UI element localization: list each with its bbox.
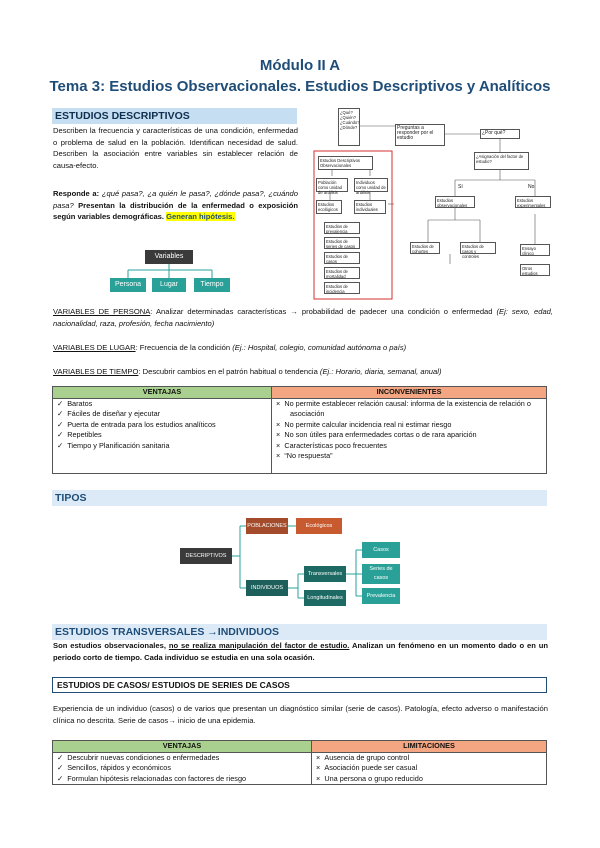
cross-icon: × [276, 419, 281, 429]
table1-head-inconvenientes: INCONVENIENTES [272, 387, 547, 399]
flow-si-label: Sí [458, 184, 463, 190]
section-heading-casos: ESTUDIOS DE CASOS/ ESTUDIOS DE SERIES DE CASOS [52, 677, 547, 693]
check-icon: ✓ [57, 419, 64, 429]
table1-ventaja-4: ✓ Tiempo y Planificación sanitaria [57, 440, 170, 450]
flow-individuos-box: Individuos como unidad de análisis [354, 178, 388, 192]
flow-list-2: Estudios de casos [324, 252, 360, 264]
tipos-longitudinales: Longitudinales [304, 590, 346, 606]
flow-cohortes-box: Estudios de cohortes [410, 242, 440, 254]
table1-inconveniente-0: × No permite establecer relación causal: informa de la existencia de relación o asociación [276, 398, 531, 418]
flow-list-3: Estudios de mortalidad [324, 267, 360, 279]
cross-icon: × [316, 763, 321, 772]
table2-head-ventajas: VENTAJAS [53, 741, 312, 753]
cross-icon: × [316, 773, 321, 783]
flow-asignacion-box: ¿Asignación del factor de estudio? [474, 152, 529, 170]
variable-tiempo-text [53, 366, 553, 378]
responde-label: Responde a: [53, 189, 100, 198]
variables-diagram [110, 250, 230, 300]
flow-porque-box: ¿Por qué? [480, 129, 520, 139]
ventajas-limitaciones-table [52, 740, 547, 785]
hypothesis-highlight: Generan hipótesis. [166, 212, 235, 222]
table2-ventaja-0: ✓ Descubrir nuevas condiciones o enfermedades [57, 752, 220, 762]
topic-title: Tema 3: Estudios Observacionales. Estudios Descriptivos y Analíticos [49, 78, 551, 95]
variable-tiempo-label: VARIABLES DE TIEMPO [53, 367, 139, 376]
tipos-poblaciones: POBLACIONES [246, 518, 288, 534]
flow-no-label: No [528, 184, 535, 190]
section-heading-descriptivos: ESTUDIOS DESCRIPTIVOS [52, 108, 297, 124]
cross-icon: × [276, 440, 281, 450]
cross-icon: × [276, 451, 281, 460]
cross-icon: × [316, 752, 321, 762]
study-design-flowchart [310, 104, 552, 300]
variable-lugar-desc: : Frecuencia de la condición [135, 343, 231, 352]
variable-lugar-label: VARIABLES DE LUGAR [53, 343, 136, 352]
variable-persona-desc: : Analizar determinadas características → probabilidad de padecer una condición o enfermedad [150, 307, 493, 316]
table1-inconveniente-2: × No son útiles para enfermedades cortas o de rara aparición [276, 430, 477, 439]
check-icon: ✓ [57, 430, 64, 439]
cross-icon: × [276, 430, 281, 439]
tipos-prevalencia: Prevalencia [362, 588, 400, 604]
transversales-post: Analizan un fenómeno en un momento dado o en un periodo corto de tiempo. Cada individuo se estudia en una sola ocasión. [53, 641, 549, 662]
tipos-ecologicos: Ecológicos [296, 518, 342, 534]
table2-ventaja-2: ✓ Formulan hipótesis relacionadas con factores de riesgo [57, 773, 247, 783]
check-icon: ✓ [57, 398, 64, 408]
flow-questions-box [338, 108, 360, 146]
table2-limitacion-2: × Una persona o grupo reducido [316, 773, 423, 783]
table2-limitaciones-cell [312, 752, 547, 785]
table1-inconveniente-1: × No permite calcular incidencia real ni estimar riesgo [276, 419, 452, 429]
flow-q-donde: ¿Dónde? [340, 125, 358, 130]
transversales-underline: no se realiza manipulación del factor de estudio. [168, 641, 350, 650]
table1-ventaja-0: ✓ Baratos [57, 398, 93, 408]
variable-persona-label: VARIABLES DE PERSONA [53, 307, 151, 316]
flow-q-quien: ¿Quién? [340, 115, 357, 120]
check-icon: ✓ [57, 773, 64, 783]
transversales-paragraph [53, 640, 548, 663]
section-heading-tipos: TIPOS [52, 490, 547, 506]
variable-tiempo-example: (Ej.: Horario, diaria, semanal, anual) [319, 367, 442, 376]
table2-ventajas-cell [53, 752, 312, 785]
table1-ventajas-cell [53, 398, 272, 473]
table1-inconveniente-4: × “No respuesta” [276, 451, 333, 460]
check-icon: ✓ [57, 752, 64, 762]
variables-root: Variables [145, 250, 193, 264]
table2-limitacion-0: × Ausencia de grupo control [316, 752, 410, 762]
variable-tiempo-desc: : Descubrir cambios en el patrón habitual o tendencia [138, 367, 318, 376]
flow-ecologicos-box: Estudios ecológicos [316, 200, 342, 214]
check-icon: ✓ [57, 409, 64, 418]
tipos-series: Series de casos [362, 564, 400, 584]
flow-ensayo-box: Ensayo clínico [520, 244, 550, 256]
table2-limitacion-1: × Asociación puede ser casual [316, 763, 418, 772]
flow-observacionales-box: Estudios observacionales [435, 196, 475, 208]
flow-list-1: Estudios de series de casos [324, 237, 360, 249]
flow-experimentales-box: Estudios experimentales [515, 196, 551, 208]
table1-ventaja-3: ✓ Repetibles [57, 430, 102, 439]
responde-rest: Presentan la distribución de la enfermedad o exposición según variables demográficas. [53, 200, 298, 222]
responde-paragraph [53, 188, 298, 223]
tipos-individuos: INDIVIDUOS [246, 580, 288, 596]
tipos-descriptivos: DESCRIPTIVOS [180, 548, 232, 564]
table1-inconvenientes-cell [272, 398, 547, 473]
cross-icon: × [276, 398, 281, 408]
check-icon: ✓ [57, 440, 64, 450]
module-title: Módulo II A [259, 57, 341, 74]
variable-lugar-example: (Ej.: Hospital, colegio, comunidad autónoma o país) [232, 343, 407, 352]
table1-ventaja-2: ✓ Puerta de entrada para los estudios analíticos [57, 419, 216, 429]
table1-ventaja-1: ✓ Fáciles de diseñar y ejecutar [57, 409, 161, 418]
transversales-pre: Son estudios observacionales, [53, 641, 169, 650]
variable-persona-example: (Ej: sexo, edad, nacionalidad, raza, profesión, fecha nacimiento) [53, 307, 553, 328]
flow-q-cuando: ¿Cuándo? [340, 120, 360, 125]
section-heading-transversales: ESTUDIOS TRANSVERSALES →INDIVIDUOS [52, 624, 547, 640]
flow-descriptivos-box: Estudios Descriptivos Observacionales [318, 156, 373, 170]
variables-connectors [110, 264, 230, 279]
flow-individuales-box: Estudios individuales [354, 200, 386, 214]
table2-head-limitaciones: LIMITACIONES [312, 741, 547, 753]
variables-persona: Persona [110, 278, 146, 292]
variables-tiempo: Tiempo [194, 278, 230, 292]
variable-lugar-text [53, 342, 553, 354]
flow-q-que: ¿Qué? [340, 110, 353, 115]
variable-persona-text [53, 306, 553, 329]
variables-lugar: Lugar [152, 278, 186, 292]
tipos-casos: Casos [362, 542, 400, 558]
table2-ventaja-1: ✓ Sencillos, rápidos y económicos [57, 763, 172, 772]
flow-casos-controles-box: Estudios de casos y controles [460, 242, 496, 254]
descriptivos-paragraph: Describen la frecuencia y características de una condición, enfermedad o problema de salud en la población. Identifican necesidad de salud. Describen la asociación entre variables sin establecer relación de causa-efecto. [53, 126, 298, 170]
casos-paragraph: Experiencia de un individuo (casos) o de varios que presentan un diagnóstico similar (serie de casos). Patología, efecto adverso o manifestación clínica no descrita. Serie de casos→ inicio de una epidemia. [53, 704, 548, 725]
flow-list-0: Estudios de prevalencia [324, 222, 360, 234]
tipos-diagram [180, 516, 420, 608]
table1-inconveniente-3: × Características poco frecuentes [276, 440, 387, 450]
flow-pregunta-box: Preguntas a responder por el estudio [395, 124, 445, 146]
tipos-transversales: Transversales [304, 566, 346, 582]
responde-questions: ¿qué pasa?, ¿a quién le pasa?, ¿dónde pasa?, ¿cuándo pasa? [53, 189, 298, 210]
table1-head-ventajas: VENTAJAS [53, 387, 272, 399]
flow-list-4: Estudios de incidencia [324, 282, 360, 294]
check-icon: ✓ [57, 763, 64, 772]
flow-poblacion-box: Población como unidad de análisis [316, 178, 348, 192]
flow-otros-box: Otros estudios [520, 264, 550, 276]
ventajas-inconvenientes-table [52, 386, 547, 474]
